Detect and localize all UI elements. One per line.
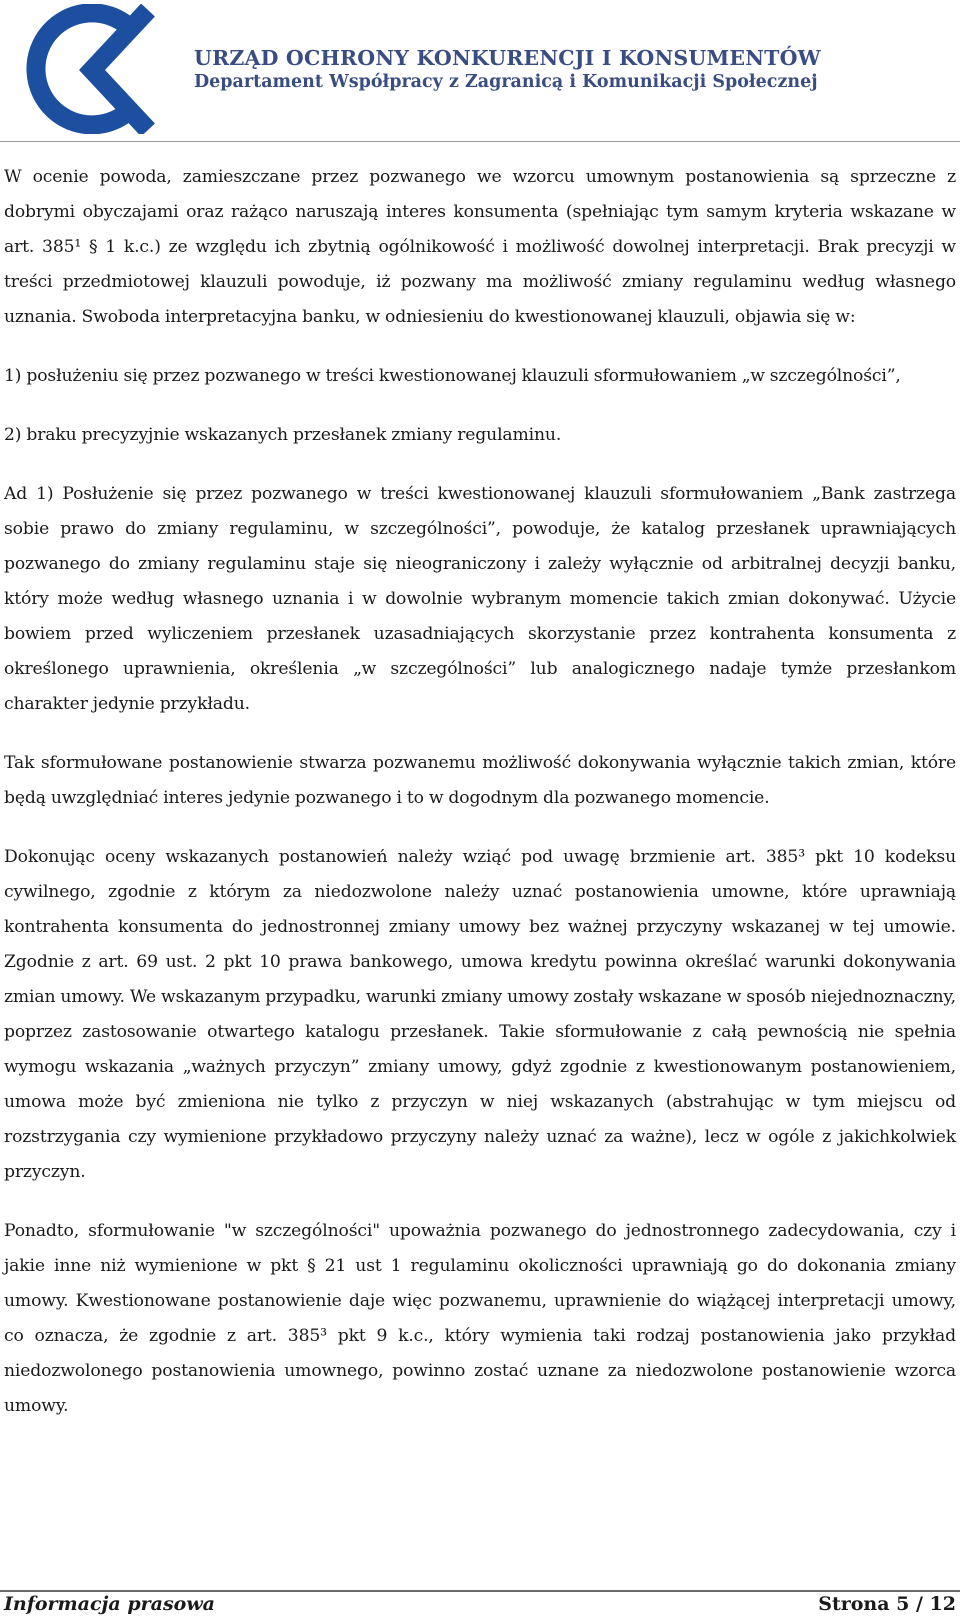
header-divider — [0, 141, 960, 142]
paragraph-ad-1: Ad 1) Posłużenie się przez pozwanego w treści kwestionowanej klauzuli sformułowaniem „Bank zastrzega sobie prawo do zmiany regulaminu, w szczególności”, powoduje, że katalog przesłanek uprawniających pozwanego do zmiany regulaminu staje się nieograniczony i zależy wyłącznie od arbitralnej decyzji banku, który może według własnego uznania i w dowolnie wybranym momencie takich zmian dokonywać. Użycie bowiem przed wyliczeniem przesłanek uzasadniających skorzystanie przez kontrahenta konsumenta z określonego uprawnienia, określenia „w szczególności” lub analogicznego nadaje tymże przesłankom charakter jedynie przykładu. — [4, 484, 956, 714]
paragraph-point-2: 2) braku precyzyjnie wskazanych przesłanek zmiany regulaminu. — [4, 425, 562, 445]
page-header — [0, 0, 960, 140]
footer-doc-type: Informacja prasowa — [4, 1593, 215, 1615]
paragraph-furthermore: Ponadto, sformułowanie "w szczególności" upoważnia pozwanego do jednostronnego zadecydowania, czy i jakie inne niż wymienione w pkt § 21 ust 1 regulaminu okoliczności uprawniają go do dokonania zmiany umowy. Kwestionowane postanowienie daje więc pozwanemu, uprawnienie do wiążącej interpretacji umowy, co oznacza, że zgodnie z art. 385³ pkt 9 k.c., który wymienia taki rodzaj postanowienia jako przykład niedozwolonego postanowienia umownego, powinno zostać uznane za niedozwolone postanowienie wzorca umowy. — [4, 1221, 956, 1416]
paragraph-intro: W ocenie powoda, zamieszczane przez pozwanego we wzorcu umownym postanowienia są sprzeczne z dobrymi obyczajami oraz rażąco naruszają interes konsumenta (spełniając tym samym kryteria wskazane w art. 385¹ § 1 k.c.) ze względu ich zbytnią ogólnikowość i możliwość dowolnej interpretacji. Brak precyzji w treści przedmiotowej klauzuli powoduje, iż pozwany ma możliwość zmiany regulaminu według własnego uznania. Swoboda interpretacyjna banku, w odniesieniu do kwestionowanej klauzuli, objawia się w: — [4, 167, 956, 327]
document-body — [4, 160, 956, 1448]
paragraph-consequence: Tak sformułowane postanowienie stwarza pozwanemu możliwość dokonywania wyłącznie takich zmian, które będą uwzględniać interes jedynie pozwanego i to w dogodnym dla pozwanego momencie. — [4, 753, 956, 808]
footer-page-number: Strona 5 / 12 — [818, 1593, 956, 1615]
organization-block — [194, 46, 821, 92]
page-footer — [4, 1593, 956, 1617]
organization-name: URZĄD OCHRONY KONKURENCJI I KONSUMENTÓW — [194, 46, 821, 70]
department-name: Departament Współpracy z Zagranicą i Komunikacji Społecznej — [194, 72, 818, 92]
footer-divider — [0, 1590, 960, 1592]
paragraph-assessment: Dokonując oceny wskazanych postanowień należy wziąć pod uwagę brzmienie art. 385³ pkt 10 kodeksu cywilnego, zgodnie z którym za niedozwolone należy uznać postanowienia umowne, które uprawniają kontrahenta konsumenta do jednostronnej zmiany umowy bez ważnej przyczyny wskazanej w tej umowie. Zgodnie z art. 69 ust. 2 pkt 10 prawa bankowego, umowa kredytu powinna określać warunki dokonywania zmian umowy. We wskazanym przypadku, warunki zmiany umowy zostały wskazane w sposób niejednoznaczny, poprzez zastosowanie otwartego katalogu przesłanek. Takie sformułowanie z całą pewnością nie spełnia wymogu wskazania „ważnych przyczyn” zmiany umowy, gdyż zgodnie z kwestionowanym postanowieniem, umowa może być zmieniona nie tylko z przyczyn w niej wskazanych (abstrahując w tym miejscu od rozstrzygania czy wymienione przykładowo przyczyny należy uznać za ważne), lecz w ogóle z jakichkolwiek przyczyn. — [4, 847, 956, 1182]
uokik-logo-icon — [20, 4, 155, 134]
paragraph-point-1: 1) posłużeniu się przez pozwanego w treści kwestionowanej klauzuli sformułowaniem „w szczególności”, — [4, 366, 901, 386]
